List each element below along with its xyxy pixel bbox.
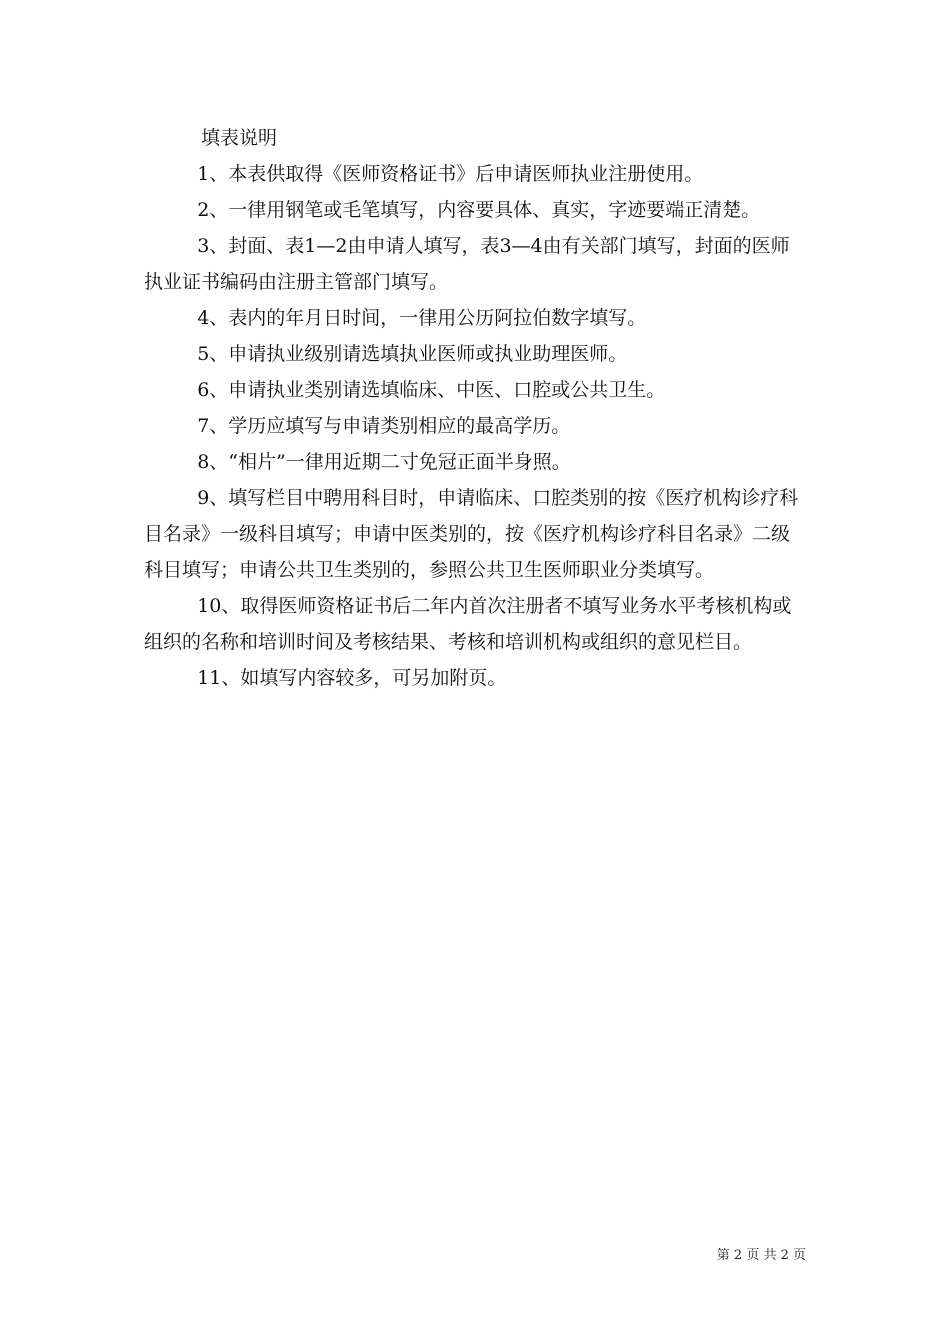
instruction-item-4: 4、表内的年月日时间，一律用公历阿拉伯数字填写。 xyxy=(197,307,647,329)
instruction-item-6: 6、申请执业类别请选填临床、中医、口腔或公共卫生。 xyxy=(197,379,666,401)
instruction-item-1: 1、本表供取得《医师资格证书》后申请医师执业注册使用。 xyxy=(197,163,704,185)
instruction-item-2: 2、一律用钢笔或毛笔填写，内容要具体、真实，字迹要端正清楚。 xyxy=(197,199,761,221)
page-number-footer: 第 2 页 共 2 页 xyxy=(716,1248,806,1263)
instruction-item-7: 7、学历应填写与申请类别相应的最高学历。 xyxy=(197,415,571,437)
page-title: 填表说明 xyxy=(201,127,278,149)
instruction-item-3: 3、封面、表1—2由申请人填写，表3—4由有关部门填写，封面的医师执业证书编码由注册主管部门填写。 xyxy=(144,235,790,293)
instruction-item-10: 10、取得医师资格证书后二年内首次注册者不填写业务水平考核机构或组织的名称和培训时间及考核结果、考核和培训机构或组织的意见栏目。 xyxy=(144,595,792,653)
instruction-item-11: 11、如填写内容较多，可另加附页。 xyxy=(197,667,507,689)
instruction-item-9: 9、填写栏目中聘用科目时，申请临床、口腔类别的按《医疗机构诊疗科目名录》一级科目填写；申请中医类别的，按《医疗机构诊疗科目名录》二级科目填写；申请公共卫生类别的，参照公共卫生医师职业分类填写。 xyxy=(144,487,799,581)
document-body xyxy=(144,120,804,696)
instruction-item-8: 8、“相片”一律用近期二寸免冠正面半身照。 xyxy=(197,451,571,473)
instruction-item-5: 5、申请执业级别请选填执业医师或执业助理医师。 xyxy=(197,343,628,365)
